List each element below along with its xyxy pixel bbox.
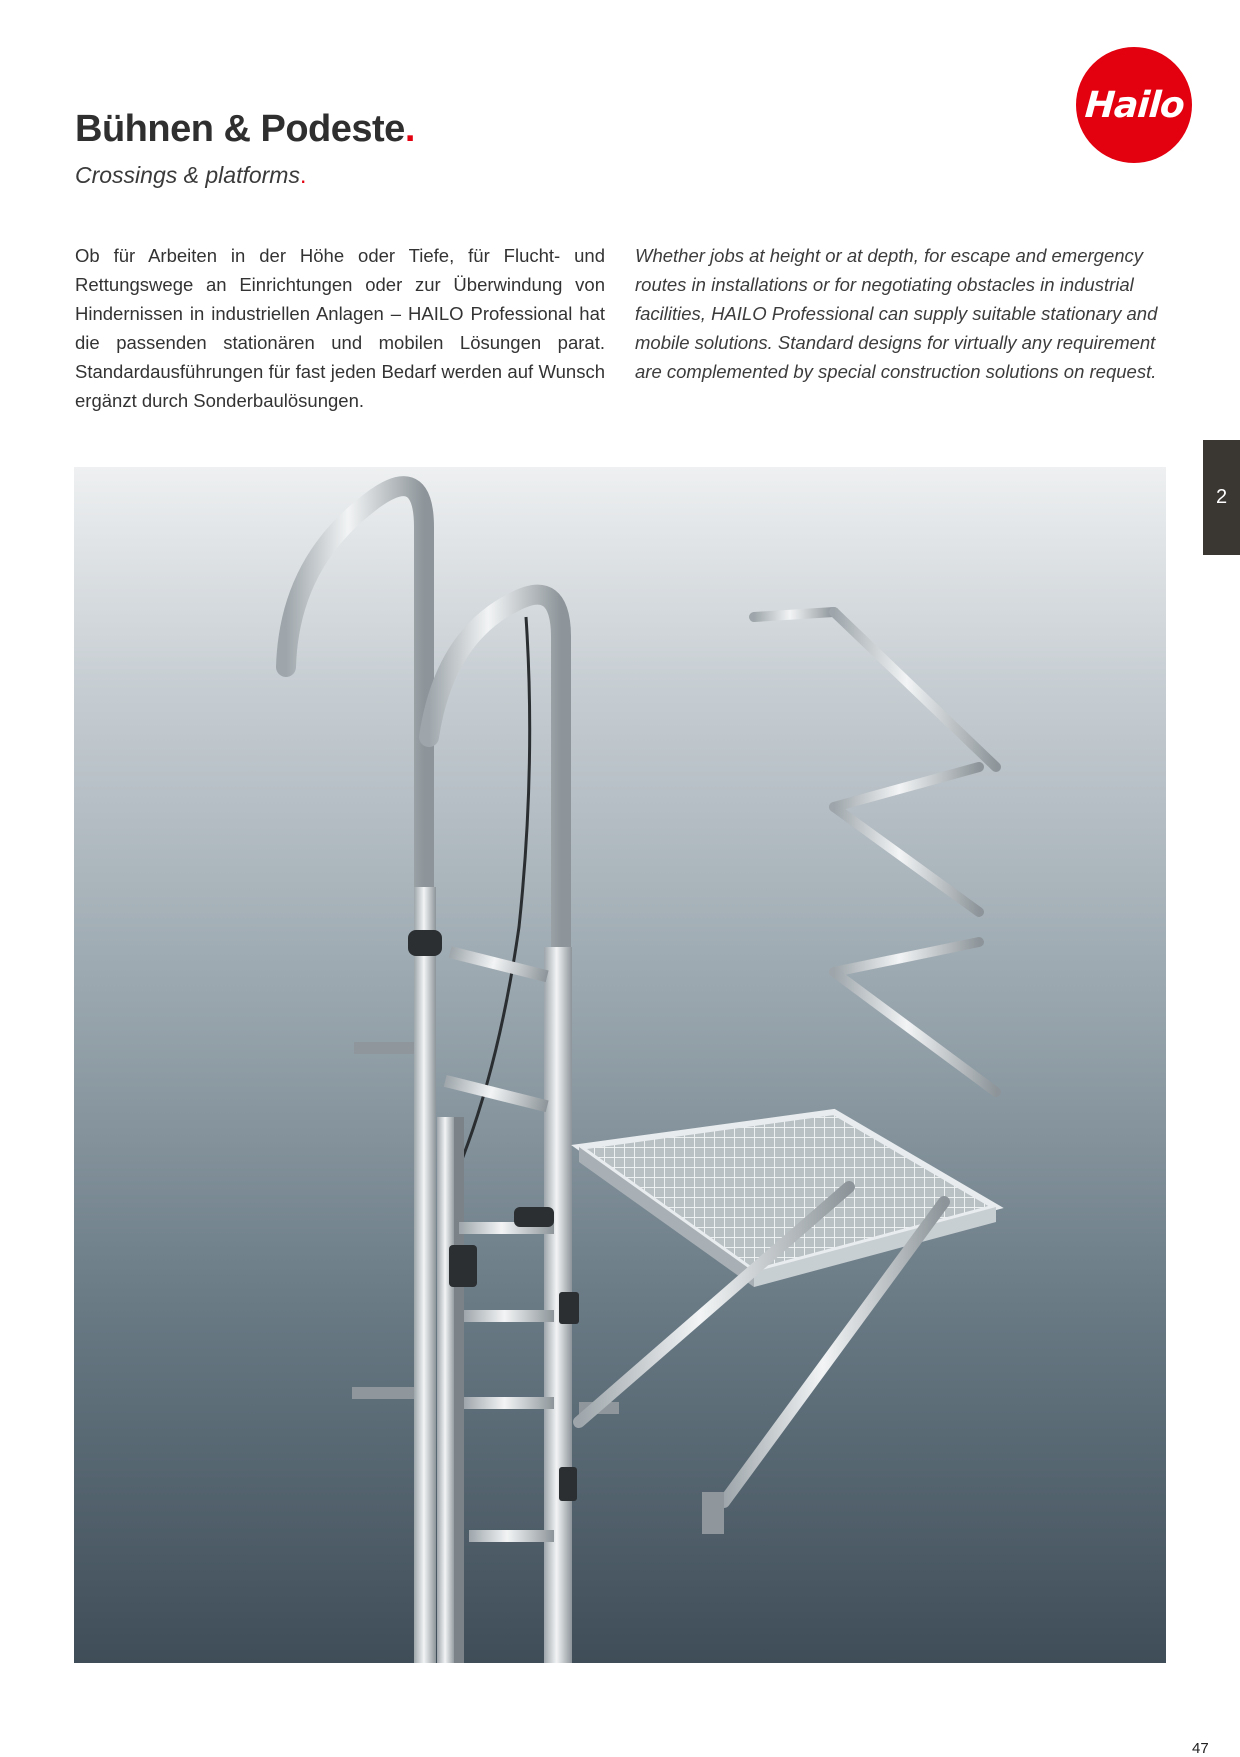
chapter-tab [1203,440,1240,555]
page-subtitle [75,162,306,189]
ladder-with-platform-image [74,467,1166,1663]
page-title-text: Bühnen & Podeste [75,108,405,150]
body-text-german: Ob für Arbeiten in der Höhe oder Tiefe, für Flucht- und Rettungswege an Einrichtungen oder zur Überwindung von Hindernissen in industriellen Anlagen – HAILO Professional hat die passenden stationären und mobilen Lösungen parat. Standardausführungen für fast jeden Bedarf werden auf Wunsch ergänzt durch Sonderbaulösungen. [75,245,605,411]
strut-foot-plate [702,1492,724,1534]
ladder-illustration [74,467,1166,1663]
body-text-english: Whether jobs at height or at depth, for escape and emergency routes in installations or for negotiating obstacles in industrial facilities, HAILO Professional can supply suitable stationary and mobile solutions. Standard designs for virtually any requirement are complemented by special construction solutions on request. [635,245,1158,382]
logo-text: Hailo [1083,84,1185,126]
page-subtitle-text: Crossings & platforms [75,162,300,188]
page-number: 47 [1192,1740,1209,1757]
ladder-stiles [414,887,572,1663]
page-title [75,108,415,151]
hailo-logo [1076,47,1192,163]
title-accent-dot: . [404,108,415,150]
chapter-number: 2 [1215,486,1228,508]
subtitle-accent-dot: . [299,162,307,188]
